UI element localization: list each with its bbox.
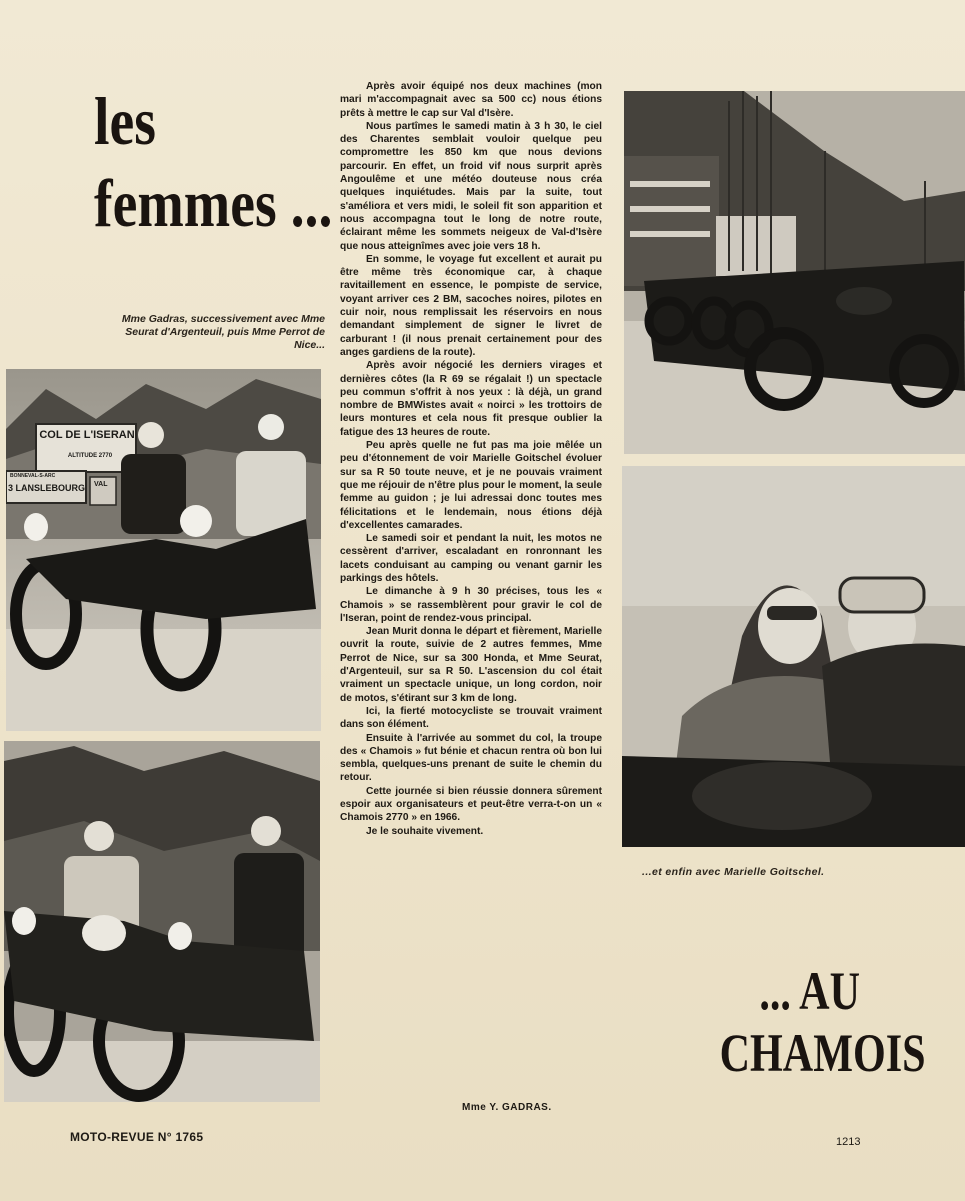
headline-line-2: femmes ... <box>94 165 333 241</box>
article-paragraph: Après avoir négocié les derniers virages et dernières côtes (la R 69 se régalait !) un spectacle peu commun s'offrit à nos yeux : là déjà, un grand nombre de BMWistes avait « noirci » les trottoirs de leurs montures et cela nous fit presque oublier la fatigue des 13 heures de route. <box>340 360 602 438</box>
article-paragraph: Ici, la fierté motocycliste se trouvait vraiment dans son élément. <box>340 705 602 731</box>
headline-les-femmes <box>94 80 332 244</box>
headline-au: ... AU <box>759 961 860 1021</box>
article-paragraph: Nous partîmes le samedi matin à 3 h 30, le ciel des Charentes semblait vouloir quelque peu compromettre les 850 km que nous devions parcourir. En effet, un froid vif nous surprit après Angoulême et une météo douteuse nous créa quelques inquiétudes. Mais par la suite, tout s'améliora et vers midi, le soleil fit son apparition et nous accompagna tout le long de notre route, éclairant même les sommets neigeux de Val-d'Isère que nous atteignîmes avec joie vers 18 h. <box>340 120 602 252</box>
photo-parked-motorcycles-val-d-isere <box>624 91 965 454</box>
caption-right: ...et enfin avec Marielle Goitschel. <box>642 866 825 878</box>
sign-col-de-l-iseran: COL DE L'ISERAN <box>39 429 135 441</box>
article-paragraph: En somme, le voyage fut excellent et aurait pu être même très économique car, à chaque ravitaillement en essence, le pompiste de service, voyant arriver ces 2 BM, sacoches noires, pilotes en cuir noir, nous remplissait les réservoirs en nous demandant simplement de signer le livret de carburant ! (il nous prenait certainement pour des anges gardiens de la route). <box>340 253 602 358</box>
sign-bonneval: BONNEVAL-S-ARC <box>10 473 56 479</box>
article-paragraph: Jean Murit donna le départ et fièrement, Marielle ouvrit la route, suivie de 2 autres femmes, Mme Perrot de Nice, sur sa 300 Honda, et Mme Seurat, d'Argenteuil, sur sa R 50. L'ascension du col était vraiment un spectacle unique, un long cordon, noir de motos, s'étirant sur 3 km de long. <box>340 626 602 704</box>
headline-line-1: les <box>94 83 156 159</box>
article-paragraph: Je le souhaite vivement. <box>366 825 484 837</box>
article-paragraph: Le dimanche à 9 h 30 précises, tous les « Chamois » se rassemblèrent pour gravir le col de l'Iseran, point de rendez-vous principal. <box>340 586 602 624</box>
article-paragraph: Le samedi soir et pendant la nuit, les motos ne cessèrent d'arriver, escaladant en ronronnant les lacets conduisant au camping ou venant garnir les parkings des hôtels. <box>340 533 602 584</box>
article-paragraph: Cette journée si bien réussie donnera sûrement espoir aux organisateurs et peut-être verra-t-on un « Chamois 2770 » en 1966. <box>340 785 602 824</box>
article-paragraph: Peu après quelle ne fut pas ma joie mêlée un peu d'étonnement de voir Marielle Goitschel évoluer sur sa R 50 toute neuve, et je ne pouvais vraiment que me réjouir de n'être plus pour le moment, la seule femme au guidon ; je lui adressai donc toutes mes félicitations et le lendemain, nous étions déjà d'excellentes camarades. <box>340 440 602 531</box>
publication-footer: MOTO-REVUE N° 1765 <box>70 1130 204 1144</box>
sign-altitude: ALTITUDE 2770 <box>67 453 113 459</box>
headline-chamois: CHAMOIS <box>719 1023 926 1083</box>
caption-left: Mme Gadras, successivement avec Mme Seurat d'Argenteuil, puis Mme Perrot de Nice... <box>121 313 325 351</box>
article-paragraph: Après avoir équipé nos deux machines (mon mari m'accompagnait avec sa 500 cc) nous étions prêts à mettre le cap sur Val d'Isère. <box>340 81 602 119</box>
author-signature: Mme Y. GADRAS. <box>462 1102 552 1113</box>
photo-two-riders-mountain <box>4 741 320 1102</box>
article-body <box>340 80 602 838</box>
sign-lanslebourg: 3 LANSLEBOURG <box>8 483 86 493</box>
photo-col-de-l-iseran-riders <box>6 369 321 731</box>
headline-au-chamois <box>719 960 926 1084</box>
page-number: 1213 <box>836 1136 861 1148</box>
article-paragraph: Ensuite à l'arrivée au sommet du col, la troupe des « Chamois » fut bénie et chacun rentra où bon lui sembla, quelques-uns prenant de suite le chemin du retour. <box>340 732 602 784</box>
photo-marielle-goitschel-portrait <box>622 466 965 847</box>
sign-val: VAL <box>94 481 108 488</box>
